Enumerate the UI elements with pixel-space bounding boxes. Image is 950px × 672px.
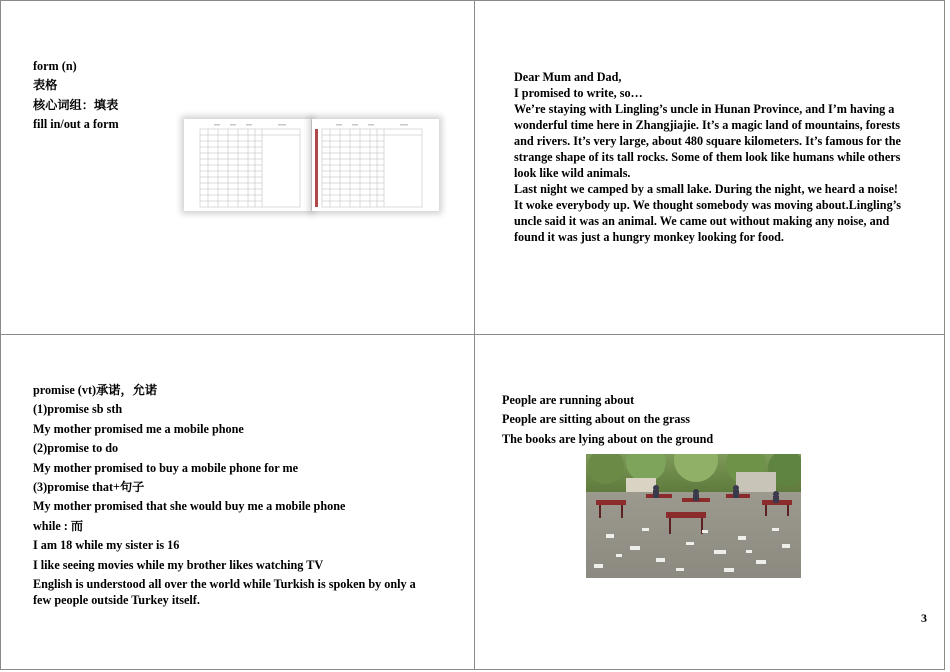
note-line: My mother promised me a mobile phone (33, 421, 244, 436)
vocab-word: form (n) (33, 59, 77, 73)
panel-letter (514, 69, 906, 245)
note-line: promise (vt)承诺，允诺 (33, 383, 158, 397)
panel-form-vocabulary (33, 57, 119, 135)
panel-about-usage (502, 391, 713, 449)
letter-paragraph: We’re staying with Lingling’s uncle in Hunan Province, and I’m having a wonderful time here in Zhangjiajie. It’s a magic land of mountains, forests and rivers. It’s very large, about 480 square kilometers. It’s famous for the strange shape of its tall rocks. Some of them look like humans while others look like wild animals. (514, 102, 901, 180)
panel-promise-while (33, 381, 423, 608)
note-line: My mother promised to buy a mobile phone for me (33, 460, 299, 475)
vertical-divider (474, 0, 475, 670)
vocab-phrase: fill in/out a form (33, 117, 119, 132)
example-sentence: People are running about (502, 393, 635, 407)
note-line: I like seeing movies while my brother likes watching TV (33, 557, 324, 572)
vocab-phrase-label: 核心词组：填表 (33, 97, 119, 112)
note-line: while : 而 (33, 518, 84, 533)
note-line: My mother promised that she would buy me a mobile phone (33, 499, 346, 514)
letter-line: I promised to write, so… (514, 86, 643, 100)
form-sheet-image (312, 119, 439, 211)
letter-greeting: Dear Mum and Dad, (514, 70, 622, 84)
example-sentence: People are sitting about on the grass (502, 412, 691, 427)
note-line: (1)promise sb sth (33, 402, 123, 417)
vocab-meaning: 表格 (33, 78, 58, 93)
letter-paragraph: Last night we camped by a small lake. During the night, we heard a noise! It woke everybody up. We thought somebody was moving about.Lingling’s uncle said it was an animal. We came out without making any noise, and found it was just a hungry monkey looking for food. (514, 182, 902, 244)
page-number: 3 (921, 611, 927, 625)
form-sheet-image (184, 119, 311, 211)
horizontal-divider (0, 334, 945, 335)
park-litter-photo (586, 454, 801, 578)
example-sentence: The books are lying about on the ground (502, 431, 714, 446)
form-images (178, 113, 440, 217)
note-line: I am 18 while my sister is 16 (33, 538, 180, 553)
note-line: (3)promise that+句子 (33, 480, 145, 495)
note-line: (2)promise to do (33, 441, 119, 456)
note-line: English is understood all over the world while Turkish is spoken by only a few people outside Turkey itself. (33, 577, 416, 608)
